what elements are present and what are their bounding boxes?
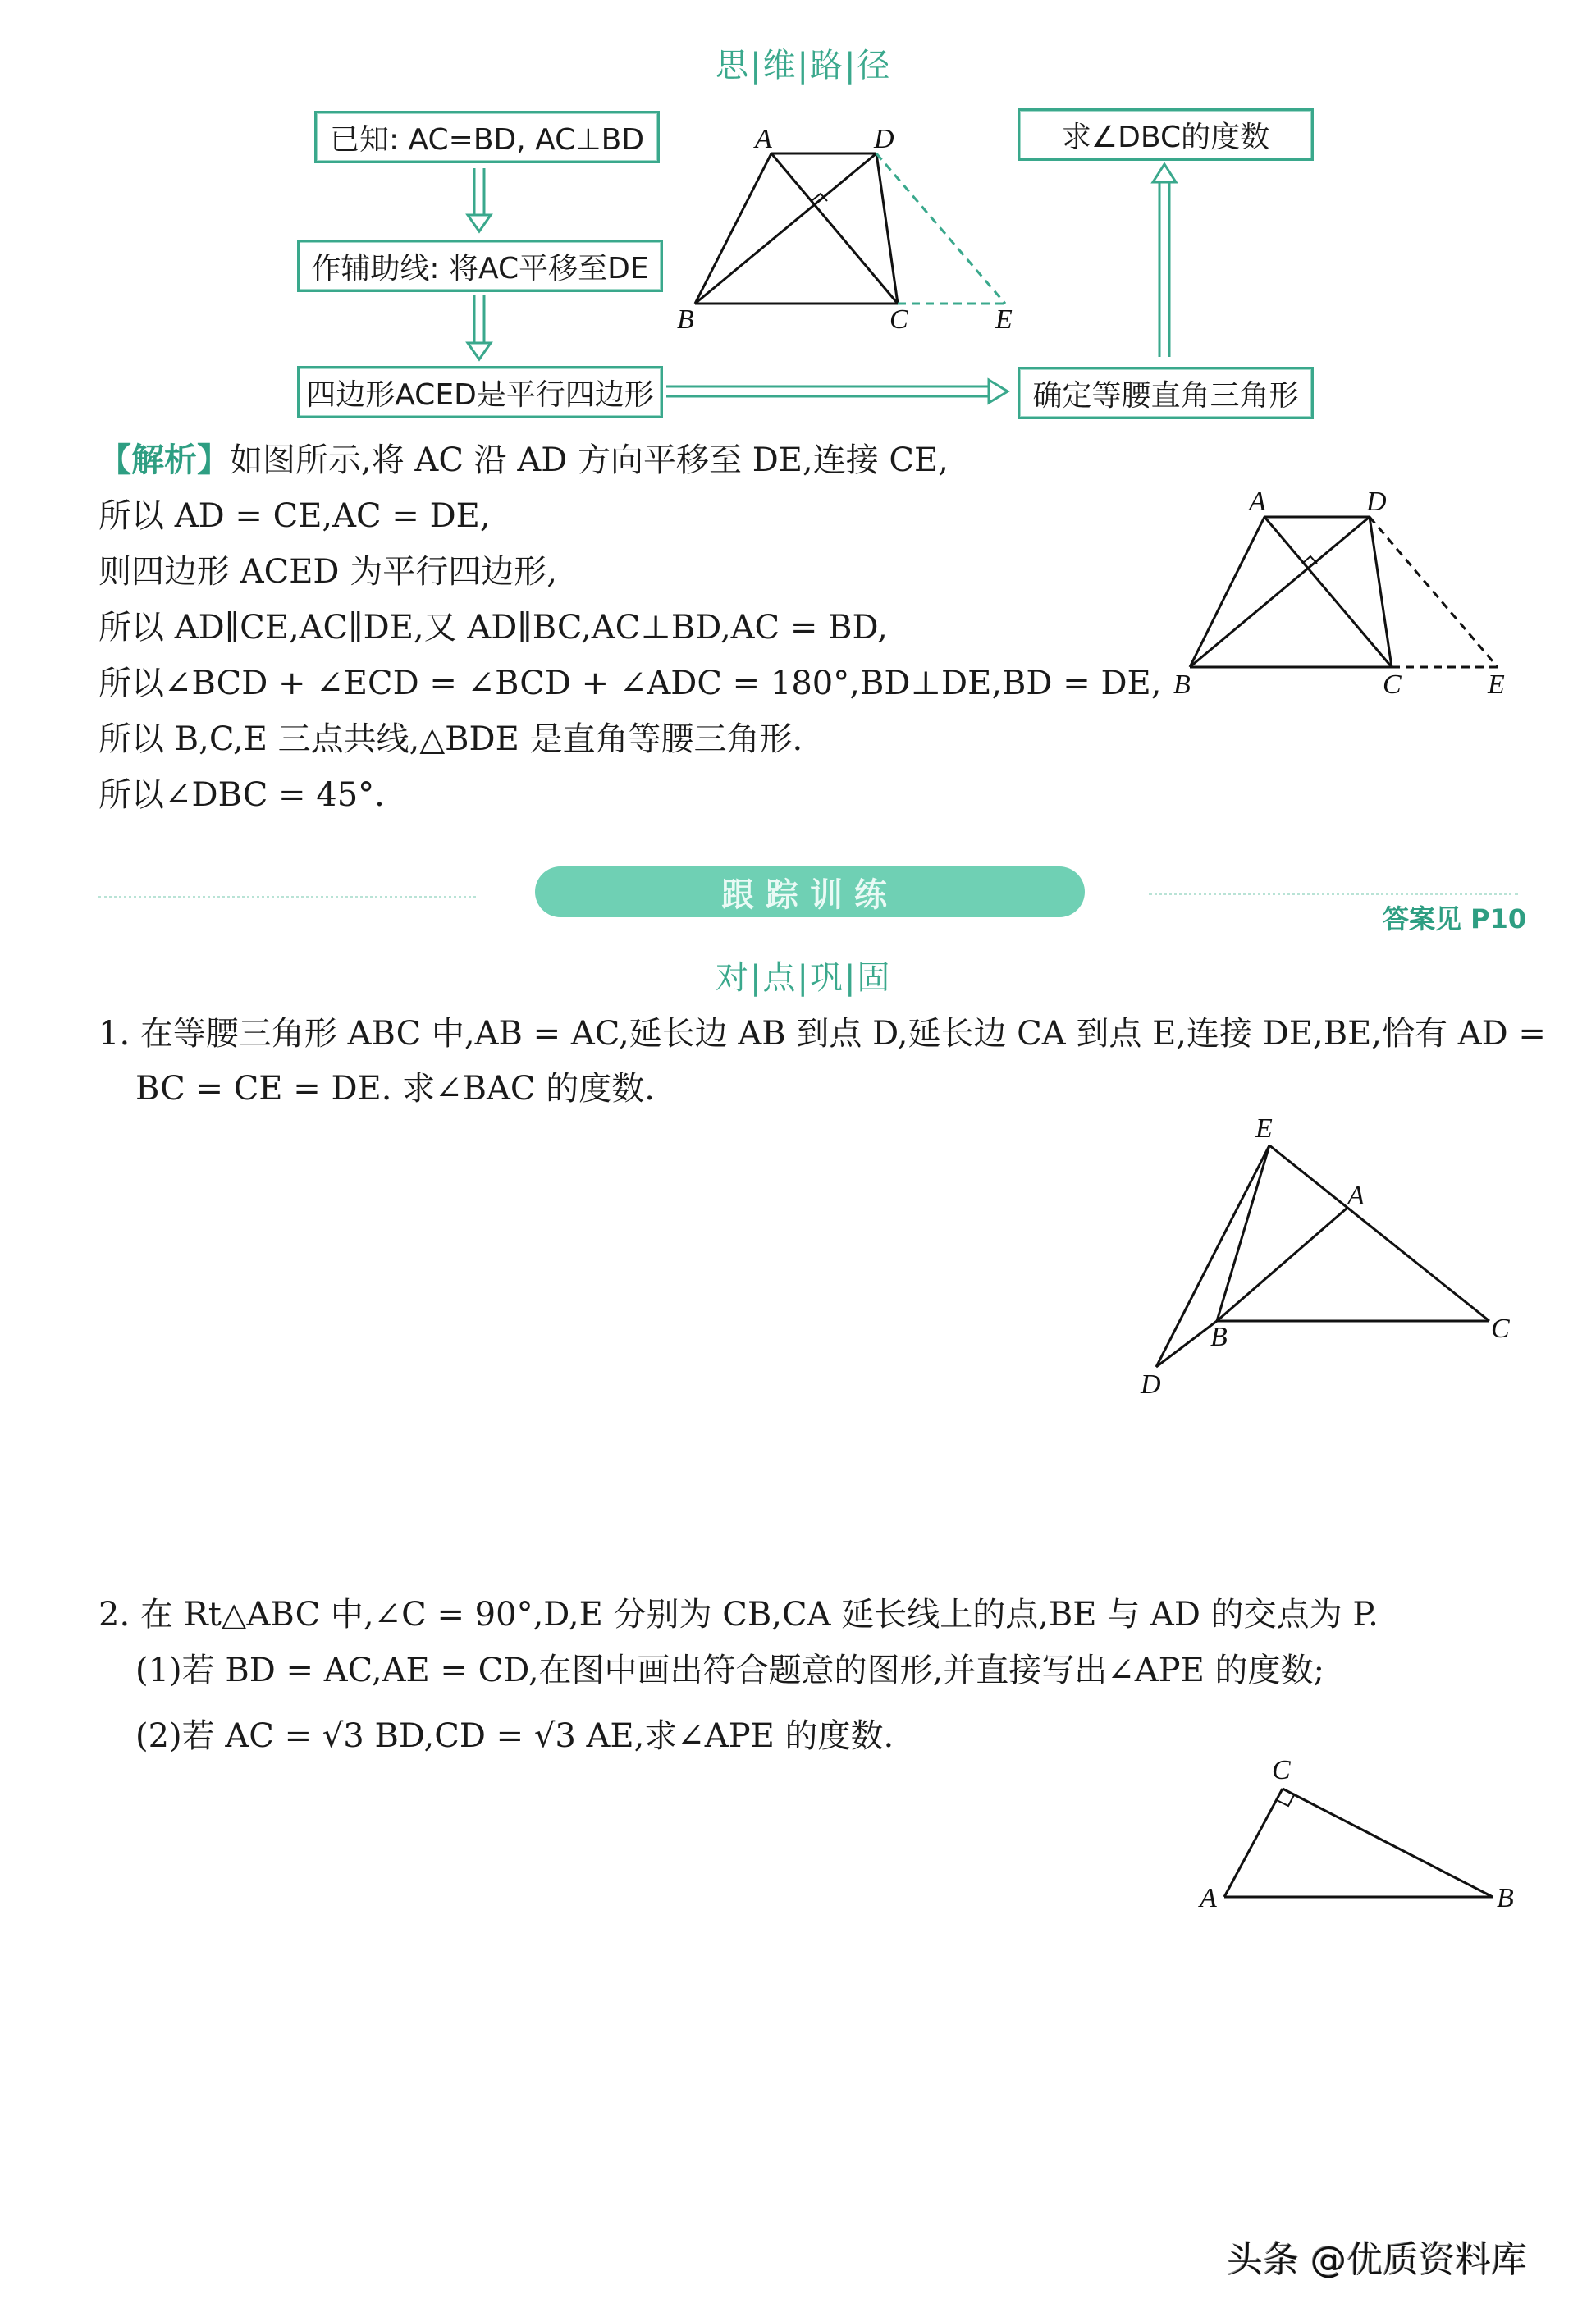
solution-line-5: 所以∠BCD + ∠ECD = ∠BCD + ∠ADC = 180°,BD⊥DE,BD = DE, [98, 665, 1162, 702]
label-B: B [1173, 670, 1191, 700]
solution-line-3: 则四边形 ACED 为平行四边形, [98, 553, 557, 591]
solution-line-2: 所以 AD = CE,AC = DE, [98, 497, 491, 535]
label-D: D [874, 124, 894, 154]
thinking-path-title: 思|维|路|径 [716, 47, 892, 85]
label-B: B [677, 304, 694, 335]
down-arrow-icon [468, 168, 491, 231]
label-E: E [995, 304, 1013, 335]
question-1-line-2: BC = CE = DE. 求∠BAC 的度数. [135, 1070, 655, 1108]
isosceles-right-triangle-box: 确定等腰直角三角形 [1018, 367, 1314, 419]
label-A: A [755, 124, 772, 154]
up-arrow-icon [1153, 164, 1176, 357]
label-C: C [1491, 1314, 1510, 1344]
answer-reference: 答案见 P10 [1383, 903, 1527, 935]
question-1-line-1: 1. 在等腰三角形 ABC 中,AB = AC,延长边 AB 到点 D,延长边 CA 到点 E,连接 DE,BE,恰有 AD = [98, 1015, 1546, 1053]
solution-tag: 【解析】 [98, 441, 230, 479]
label-E: E [1255, 1113, 1273, 1144]
watermark: 头条 @优质资料库 [1227, 2239, 1527, 2281]
trapezoid-figure [695, 153, 1005, 304]
goal-box: 求∠DBC的度数 [1018, 108, 1314, 161]
label-D: D [1366, 487, 1387, 517]
practice-banner: 跟踪训练 [535, 866, 1085, 917]
label-A: A [1249, 487, 1266, 517]
question-2-line-3: (2)若 AC = √3 BD,CD = √3 AE,求∠APE 的度数. [135, 1717, 894, 1755]
label-C: C [889, 304, 908, 335]
question-1-figure [1132, 1108, 1543, 1419]
question-2-figure [1190, 1739, 1534, 1936]
label-A: A [1200, 1883, 1217, 1913]
solution-line-4: 所以 AD∥CE,AC∥DE,又 AD∥BC,AC⊥BD,AC = BD, [98, 609, 888, 647]
label-A: A [1347, 1181, 1365, 1211]
thinking-path-diagram [0, 0, 1596, 443]
solution-line-1: 【解析】如图所示,将 AC 沿 AD 方向平移至 DE,连接 CE, [98, 441, 949, 479]
divider-right [1149, 893, 1518, 895]
given-box: 已知: AC=BD, AC⊥BD [314, 111, 660, 163]
down-arrow-icon [468, 295, 491, 359]
solution-line-7: 所以∠DBC = 45°. [98, 776, 385, 814]
parallelogram-box: 四边形ACED是平行四边形 [297, 366, 663, 418]
practice-subtitle: 对|点|巩|固 [716, 959, 892, 997]
divider-left [98, 896, 476, 898]
question-2-line-1: 2. 在 Rt△ABC 中,∠C = 90°,D,E 分别为 CB,CA 延长线上的点,BE 与 AD 的交点为 P. [98, 1596, 1379, 1634]
solution-line-6: 所以 B,C,E 三点共线,△BDE 是直角等腰三角形. [98, 720, 803, 758]
question-2-line-2: (1)若 BD = AC,AE = CD,在图中画出符合题意的图形,并直接写出∠APE 的度数; [135, 1652, 1324, 1689]
label-B: B [1497, 1883, 1514, 1913]
auxiliary-line-box: 作辅助线: 将AC平移至DE [297, 240, 663, 292]
label-C: C [1272, 1755, 1291, 1785]
label-D: D [1141, 1369, 1161, 1400]
label-C: C [1383, 670, 1402, 700]
label-B: B [1210, 1322, 1228, 1352]
label-E: E [1488, 670, 1505, 700]
right-arrow-icon [666, 380, 1008, 403]
solution-figure [1149, 476, 1543, 706]
